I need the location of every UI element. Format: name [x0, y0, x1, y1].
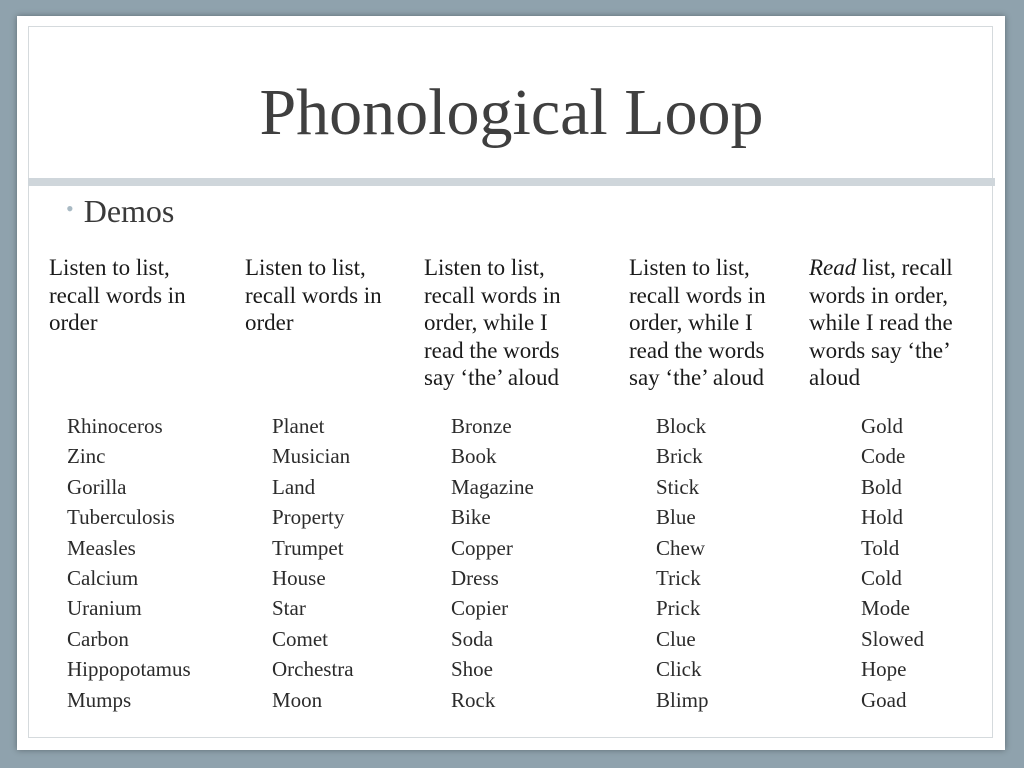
- title-divider: [28, 178, 995, 186]
- list-item: Chew: [656, 535, 705, 560]
- list-item: Clue: [656, 626, 696, 651]
- list-item: Goad: [861, 687, 907, 712]
- column-1-header: Listen to list, recall words in order: [49, 255, 186, 335]
- list-item: Prick: [656, 596, 701, 621]
- list-item: Gold: [861, 414, 903, 438]
- bullet-text: Demos: [83, 193, 175, 229]
- list-item: Uranium: [67, 596, 142, 621]
- list-item: Rhinoceros: [67, 414, 163, 438]
- column-5-header-emphasis: Read: [809, 255, 857, 280]
- list-item: Musician: [272, 444, 351, 469]
- list-item: House: [272, 566, 326, 591]
- page-title: Phonological Loop: [259, 76, 764, 149]
- list-item: Measles: [67, 535, 136, 560]
- list-item: Property: [272, 505, 345, 530]
- column-1-word-list: [67, 411, 191, 715]
- list-item: Soda: [451, 626, 493, 651]
- list-item: Slowed: [861, 626, 924, 651]
- column-3-word-list: [451, 411, 534, 715]
- list-item: Copier: [451, 596, 509, 621]
- list-item: Copper: [451, 535, 513, 560]
- list-item: Rock: [451, 687, 496, 712]
- list-item: Trumpet: [272, 535, 344, 560]
- list-item: Code: [861, 444, 906, 469]
- list-item: Block: [656, 414, 707, 438]
- list-item: Planet: [272, 414, 325, 438]
- list-item: Book: [451, 444, 497, 469]
- bullet-icon: •: [66, 196, 74, 221]
- list-item: Gorilla: [67, 474, 127, 499]
- column-2-header: Listen to list, recall words in order: [245, 255, 382, 335]
- list-item: Hold: [861, 505, 903, 530]
- column-2-word-list: [272, 411, 354, 715]
- list-item: Stick: [656, 474, 700, 499]
- column-5-header: [809, 254, 953, 392]
- list-item: Mode: [861, 596, 910, 621]
- list-item: Calcium: [67, 566, 139, 591]
- list-item: Click: [656, 657, 702, 682]
- column-4-header: Listen to list, recall words in order, while I read the words say ‘the’ aloud: [629, 255, 766, 390]
- list-item: Dress: [451, 566, 499, 591]
- list-item: Told: [861, 535, 900, 560]
- list-item: Bike: [451, 505, 491, 530]
- column-3-header: Listen to list, recall words in order, while I read the words say ‘the’ aloud: [424, 255, 561, 390]
- list-item: Hippopotamus: [67, 657, 191, 682]
- list-item: Land: [272, 474, 316, 499]
- list-item: Brick: [656, 444, 703, 469]
- list-item: Shoe: [451, 657, 493, 682]
- list-item: Zinc: [67, 444, 106, 469]
- list-item: Magazine: [451, 474, 534, 499]
- list-item: Cold: [861, 566, 902, 591]
- column-5-header-text: list, recall words in order, while I read the words say ‘the’ aloud: [809, 255, 953, 390]
- list-item: Trick: [656, 566, 701, 591]
- column-4-word-list: [656, 411, 709, 715]
- list-item: Blue: [656, 505, 696, 530]
- list-item: Carbon: [67, 626, 129, 651]
- list-item: Tuberculosis: [67, 505, 175, 530]
- title-area: [28, 26, 995, 178]
- list-item: Moon: [272, 687, 323, 712]
- list-item: Bronze: [451, 414, 512, 438]
- bullet-item: [66, 193, 174, 230]
- list-item: Comet: [272, 626, 328, 651]
- list-item: Hope: [861, 657, 907, 682]
- list-item: Star: [272, 596, 306, 621]
- list-item: Blimp: [656, 687, 709, 712]
- list-item: Orchestra: [272, 657, 354, 682]
- list-item: Bold: [861, 474, 902, 499]
- column-5-word-list: [861, 411, 924, 715]
- list-item: Mumps: [67, 687, 132, 712]
